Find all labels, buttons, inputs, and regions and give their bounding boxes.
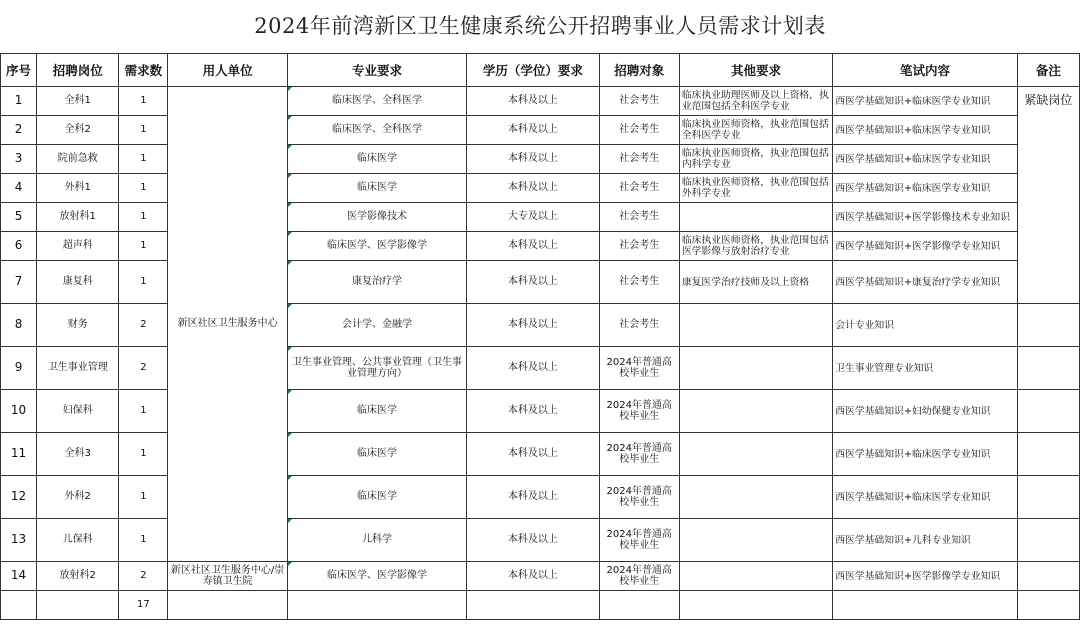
- major-cell: 临床医学、医学影像学: [287, 562, 466, 591]
- other-requirements-cell: 临床执业助理医师及以上资格，执业范围包括全科医学专业: [679, 87, 832, 116]
- unit-cell: 新区社区卫生服务中心: [168, 87, 287, 562]
- post-cell: 放射科1: [37, 203, 119, 232]
- table-row: [1, 232, 1080, 261]
- header-cell-major: 专业要求: [287, 54, 466, 87]
- target-cell: 社会考生: [599, 87, 679, 116]
- post-cell: 全科1: [37, 87, 119, 116]
- row-number: 2: [1, 116, 37, 145]
- exam-content-cell: 西医学基础知识+医学影像学专业知识: [833, 232, 1018, 261]
- table-row: [1, 116, 1080, 145]
- major-cell: 临床医学、医学影像学: [287, 232, 466, 261]
- page-title: 2024年前湾新区卫生健康系统公开招聘事业人员需求计划表: [254, 14, 826, 38]
- major-cell: 康复治疗学: [287, 261, 466, 304]
- other-requirements-cell: 临床执业医师资格，执业范围包括内科学专业: [679, 145, 832, 174]
- note-cell: [1017, 347, 1079, 390]
- target-cell: 社会考生: [599, 232, 679, 261]
- other-requirements-cell: 康复医学治疗技师及以上资格: [679, 261, 832, 304]
- table-row: [1, 87, 1080, 116]
- row-number: 13: [1, 519, 37, 562]
- major-cell: 临床医学: [287, 174, 466, 203]
- count-cell: 1: [119, 261, 168, 304]
- note-cell: [1017, 433, 1079, 476]
- header-row: [1, 54, 1080, 87]
- empty-cell: [599, 591, 679, 620]
- post-cell: 妇保科: [37, 390, 119, 433]
- target-cell: 2024年普通高校毕业生: [599, 433, 679, 476]
- education-cell: 本科及以上: [467, 174, 599, 203]
- total-count-cell: 17: [119, 591, 168, 620]
- major-cell: 医学影像技术: [287, 203, 466, 232]
- empty-cell: [287, 591, 466, 620]
- education-cell: 本科及以上: [467, 87, 599, 116]
- table-row: [1, 476, 1080, 519]
- header-cell-count: 需求数: [119, 54, 168, 87]
- table-row: [1, 304, 1080, 347]
- note-cell: [1017, 304, 1079, 347]
- exam-content-cell: 西医学基础知识+康复治疗学专业知识: [833, 261, 1018, 304]
- header-cell-education: 学历（学位）要求: [467, 54, 599, 87]
- post-cell: 财务: [37, 304, 119, 347]
- major-cell: 临床医学: [287, 390, 466, 433]
- exam-content-cell: 西医学基础知识+儿科专业知识: [833, 519, 1018, 562]
- table-row: [1, 390, 1080, 433]
- row-number: 6: [1, 232, 37, 261]
- education-cell: 本科及以上: [467, 145, 599, 174]
- header-cell-exam: 笔试内容: [833, 54, 1018, 87]
- row-number: 8: [1, 304, 37, 347]
- row-number: 4: [1, 174, 37, 203]
- post-cell: 康复科: [37, 261, 119, 304]
- note-cell: 紧缺岗位: [1017, 87, 1079, 304]
- exam-content-cell: 西医学基础知识+临床医学专业知识: [833, 476, 1018, 519]
- target-cell: 2024年普通高校毕业生: [599, 347, 679, 390]
- row-number: 1: [1, 87, 37, 116]
- major-cell: 临床医学、全科医学: [287, 87, 466, 116]
- education-cell: 本科及以上: [467, 433, 599, 476]
- major-cell: 临床医学: [287, 476, 466, 519]
- header-cell-post: 招聘岗位: [37, 54, 119, 87]
- row-number: 7: [1, 261, 37, 304]
- other-requirements-cell: [679, 203, 832, 232]
- other-requirements-cell: 临床执业医师资格，执业范围包括外科学专业: [679, 174, 832, 203]
- count-cell: 1: [119, 232, 168, 261]
- empty-cell: [833, 591, 1018, 620]
- row-number: 9: [1, 347, 37, 390]
- other-requirements-cell: [679, 476, 832, 519]
- empty-cell: [168, 591, 287, 620]
- education-cell: 本科及以上: [467, 232, 599, 261]
- table-row: [1, 145, 1080, 174]
- major-cell: 临床医学: [287, 145, 466, 174]
- count-cell: 1: [119, 476, 168, 519]
- table-row: [1, 174, 1080, 203]
- total-row: [1, 591, 1080, 620]
- post-cell: 卫生事业管理: [37, 347, 119, 390]
- header-cell-note: 备注: [1017, 54, 1079, 87]
- count-cell: 1: [119, 433, 168, 476]
- count-cell: 1: [119, 390, 168, 433]
- education-cell: 本科及以上: [467, 347, 599, 390]
- note-cell: [1017, 390, 1079, 433]
- table-row: [1, 261, 1080, 304]
- row-number: 5: [1, 203, 37, 232]
- post-cell: 超声科: [37, 232, 119, 261]
- education-cell: 本科及以上: [467, 519, 599, 562]
- header-cell-no: 序号: [1, 54, 37, 87]
- exam-content-cell: 西医学基础知识+医学影像技术专业知识: [833, 203, 1018, 232]
- target-cell: 2024年普通高校毕业生: [599, 476, 679, 519]
- major-cell: 卫生事业管理、公共事业管理（卫生事业管理方向）: [287, 347, 466, 390]
- other-requirements-cell: 临床执业医师资格，执业范围包括医学影像与放射治疗专业: [679, 232, 832, 261]
- row-number: 10: [1, 390, 37, 433]
- other-requirements-cell: [679, 347, 832, 390]
- post-cell: 外科1: [37, 174, 119, 203]
- recruitment-table: [0, 53, 1080, 620]
- row-number: 14: [1, 562, 37, 591]
- note-cell: [1017, 476, 1079, 519]
- post-cell: 全科2: [37, 116, 119, 145]
- empty-cell: [1017, 591, 1079, 620]
- header-cell-unit: 用人单位: [168, 54, 287, 87]
- target-cell: 2024年普通高校毕业生: [599, 519, 679, 562]
- exam-content-cell: 西医学基础知识+临床医学专业知识: [833, 174, 1018, 203]
- target-cell: 2024年普通高校毕业生: [599, 562, 679, 591]
- exam-content-cell: 会计专业知识: [833, 304, 1018, 347]
- education-cell: 本科及以上: [467, 562, 599, 591]
- education-cell: 大专及以上: [467, 203, 599, 232]
- table-row: [1, 519, 1080, 562]
- exam-content-cell: 西医学基础知识+临床医学专业知识: [833, 433, 1018, 476]
- post-cell: 外科2: [37, 476, 119, 519]
- exam-content-cell: 卫生事业管理专业知识: [833, 347, 1018, 390]
- row-number: 3: [1, 145, 37, 174]
- table-row: [1, 562, 1080, 591]
- exam-content-cell: 西医学基础知识+妇幼保健专业知识: [833, 390, 1018, 433]
- unit-cell: 新区社区卫生服务中心/崇寿镇卫生院: [168, 562, 287, 591]
- other-requirements-cell: [679, 390, 832, 433]
- other-requirements-cell: [679, 304, 832, 347]
- education-cell: 本科及以上: [467, 304, 599, 347]
- table-row: [1, 203, 1080, 232]
- count-cell: 2: [119, 562, 168, 591]
- target-cell: 社会考生: [599, 304, 679, 347]
- empty-cell: [679, 591, 832, 620]
- count-cell: 1: [119, 116, 168, 145]
- table-body: [1, 87, 1080, 620]
- note-cell: [1017, 519, 1079, 562]
- other-requirements-cell: 临床执业医师资格，执业范围包括全科医学专业: [679, 116, 832, 145]
- education-cell: 本科及以上: [467, 390, 599, 433]
- count-cell: 2: [119, 304, 168, 347]
- count-cell: 1: [119, 145, 168, 174]
- major-cell: 临床医学、全科医学: [287, 116, 466, 145]
- target-cell: 2024年普通高校毕业生: [599, 390, 679, 433]
- header-cell-other: 其他要求: [679, 54, 832, 87]
- empty-cell: [467, 591, 599, 620]
- education-cell: 本科及以上: [467, 261, 599, 304]
- other-requirements-cell: [679, 519, 832, 562]
- post-cell: 儿保科: [37, 519, 119, 562]
- target-cell: 社会考生: [599, 145, 679, 174]
- table-row: [1, 433, 1080, 476]
- count-cell: 1: [119, 519, 168, 562]
- education-cell: 本科及以上: [467, 116, 599, 145]
- major-cell: 临床医学: [287, 433, 466, 476]
- major-cell: 会计学、金融学: [287, 304, 466, 347]
- count-cell: 1: [119, 174, 168, 203]
- row-number: 11: [1, 433, 37, 476]
- other-requirements-cell: [679, 433, 832, 476]
- exam-content-cell: 西医学基础知识+临床医学专业知识: [833, 116, 1018, 145]
- row-number: 12: [1, 476, 37, 519]
- education-cell: 本科及以上: [467, 476, 599, 519]
- target-cell: 社会考生: [599, 203, 679, 232]
- post-cell: 放射科2: [37, 562, 119, 591]
- table-row: [1, 347, 1080, 390]
- count-cell: 2: [119, 347, 168, 390]
- exam-content-cell: 西医学基础知识+临床医学专业知识: [833, 87, 1018, 116]
- target-cell: 社会考生: [599, 174, 679, 203]
- post-cell: 全科3: [37, 433, 119, 476]
- note-cell: [1017, 562, 1079, 591]
- major-cell: 儿科学: [287, 519, 466, 562]
- count-cell: 1: [119, 203, 168, 232]
- empty-cell: [1, 591, 37, 620]
- header-cell-target: 招聘对象: [599, 54, 679, 87]
- empty-cell: [37, 591, 119, 620]
- count-cell: 1: [119, 87, 168, 116]
- post-cell: 院前急救: [37, 145, 119, 174]
- target-cell: 社会考生: [599, 261, 679, 304]
- target-cell: 社会考生: [599, 116, 679, 145]
- exam-content-cell: 西医学基础知识+临床医学专业知识: [833, 145, 1018, 174]
- exam-content-cell: 西医学基础知识+医学影像学专业知识: [833, 562, 1018, 591]
- other-requirements-cell: [679, 562, 832, 591]
